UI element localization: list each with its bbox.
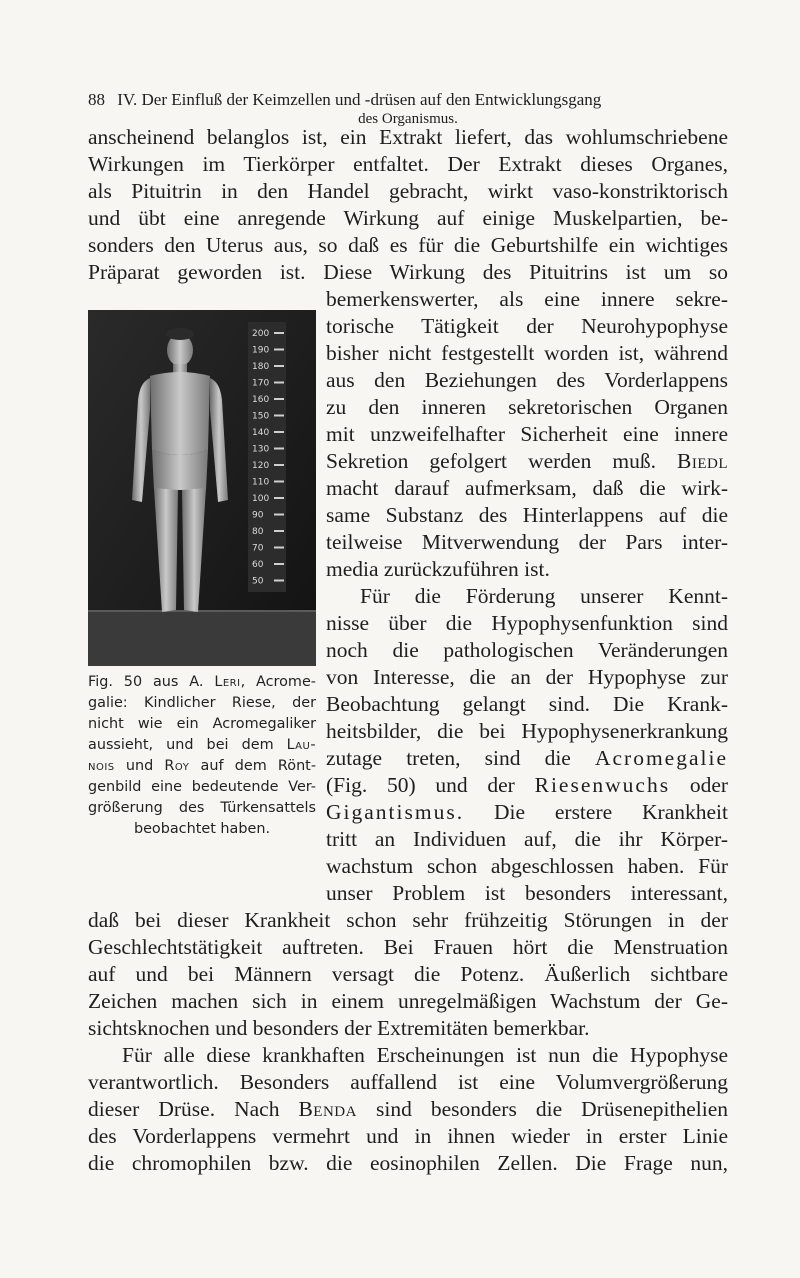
figure-acromegalie-photo — [88, 310, 316, 666]
text-line: zutage treten, sind die Acromegalie — [326, 746, 728, 770]
scale-tick-label: 60 — [252, 560, 264, 570]
text-line: noch die pathologischen Veränderungen — [326, 638, 728, 662]
text-line: auf und bei Männern versagt die Potenz. Äußerlich sichtbare — [88, 962, 728, 986]
text-line: Wirkungen im Tierkörper entfaltet. Der Extrakt dieses Organes, — [88, 152, 728, 176]
term-acromegalie: Acromegalie — [594, 746, 728, 770]
scale-tick-mark — [274, 563, 284, 565]
text-line: heitsbilder, die bei Hypophysenerkrankung — [326, 719, 728, 743]
scale-tick-label: 180 — [252, 362, 270, 372]
text-line: media zurückzuführen ist. — [326, 557, 550, 581]
scale-tick-mark — [274, 448, 284, 450]
text-line: Präparat geworden ist. Diese Wirkung des Pituitrins ist um so — [88, 260, 728, 284]
running-header — [88, 90, 728, 110]
text-line: von Interesse, die an der Hypophyse zur — [326, 665, 728, 689]
caption-line: größerung des Türkensattels — [88, 800, 316, 816]
page-number: 88 — [88, 90, 105, 109]
caption-line: galie: Kindlicher Riese, der — [88, 695, 316, 711]
scale-tick-mark — [274, 398, 284, 400]
text-line: aus den Beziehungen des Vorderlappens — [326, 368, 728, 392]
text-line: als Pituitrin in den Handel gebracht, wirkt vaso-konstriktorisch — [88, 179, 728, 203]
scale-tick-label: 190 — [252, 345, 270, 356]
text-line: verantwortlich. Besonders auffallend ist eine Volumvergrößerung — [88, 1070, 728, 1094]
text-line: bemerkenswerter, als eine innere sekre- — [326, 287, 728, 311]
text-line: des Vorderlappens vermehrt und in ihnen wieder in erster Linie — [88, 1124, 728, 1148]
scale-tick-label: 160 — [252, 395, 270, 405]
scale-tick-mark — [274, 497, 284, 499]
scale-tick-mark — [274, 415, 284, 417]
running-title: IV. Der Einfluß der Keimzellen und -drüsen auf den Entwicklungsgang — [117, 90, 602, 109]
text-line: Geschlechtstätigkeit auftreten. Bei Frauen hört die Menstruation — [88, 935, 728, 959]
text-line: und übt eine anregende Wirkung auf einige Muskelpartien, be- — [88, 206, 728, 230]
text-line: teilweise Mitverwendung der Pars inter- — [326, 530, 728, 554]
scale-tick-label: 170 — [252, 378, 270, 389]
text-line: unser Problem ist besonders interessant, — [326, 881, 728, 905]
scale-tick-label: 200 — [252, 329, 270, 339]
running-subtitle: des Organismus. — [358, 111, 458, 127]
text-line: Für die Förderung unserer Kennt- — [360, 584, 728, 608]
text-line: sichtsknochen und besonders der Extremitäten bemerkbar. — [88, 1016, 590, 1040]
text-line: nisse über die Hypophysenfunktion sind — [326, 611, 728, 635]
caption-line: Fig. 50 aus A. Leri, Acrome- — [88, 674, 316, 690]
text-line: anscheinend belanglos ist, ein Extrakt liefert, das wohlumschriebene — [88, 125, 728, 149]
scale-tick-mark — [274, 464, 284, 466]
caption-line: genbild eine bedeutende Ver- — [88, 779, 316, 795]
figure-caption — [88, 672, 316, 840]
scale-tick-mark — [274, 332, 284, 334]
text-line: torische Tätigkeit der Neurohypophyse — [326, 314, 728, 338]
text-line: Zeichen machen sich in einem unregelmäßigen Wachstum der Ge- — [88, 989, 728, 1013]
scale-tick-label: 90 — [252, 510, 264, 521]
term-gigantismus: Gigantismus. — [326, 800, 465, 824]
scale-tick-mark — [274, 481, 284, 483]
scale-tick-label: 80 — [252, 527, 264, 537]
caption-line: aussieht, und bei dem Lau- — [88, 737, 317, 753]
text-line: Für alle diese krankhaften Erscheinungen ist nun die Hypophyse — [122, 1043, 728, 1067]
scale-tick-label: 100 — [252, 494, 270, 504]
text-line: dieser Drüse. Nach Benda sind besonders die Drüsenepithelien — [88, 1097, 728, 1121]
scale-tick-mark — [274, 530, 284, 532]
text-line: daß bei dieser Krankheit schon sehr frühzeitig Störungen in der — [88, 908, 728, 932]
text-line: die chromophilen bzw. die eosinophilen Zellen. Die Frage nun, — [88, 1151, 728, 1175]
scale-tick-label: 110 — [252, 477, 270, 488]
text-line: (Fig. 50) und der Riesenwuchs oder — [326, 773, 729, 797]
scale-tick-mark — [274, 349, 284, 351]
text-line: Gigantismus. Die erstere Krankheit — [326, 800, 728, 824]
scale-tick-label: 50 — [252, 576, 264, 587]
term-riesenwuchs: Riesenwuchs — [534, 773, 671, 797]
scale-tick-label: 120 — [252, 461, 270, 471]
giant-photograph — [88, 310, 316, 666]
caption-line: nicht wie ein Acromegaliker — [88, 716, 316, 732]
scale-tick-label: 130 — [252, 444, 270, 455]
text-line: sonders den Uterus aus, so daß es für die Geburtshilfe ein wichtiges — [88, 233, 728, 257]
text-line: wachstum schon abgeschlossen haben. Für — [326, 854, 728, 878]
author-name: Biedl — [677, 449, 728, 473]
scale-tick-mark — [274, 580, 284, 582]
text-line: mit unzweifelhafter Sicherheit eine innere — [326, 422, 728, 446]
caption-line: beobachtet haben. — [133, 821, 271, 837]
text-line: same Substanz des Hinterlappens auf die — [326, 503, 728, 527]
caption-line: nois und Roy auf dem Rönt- — [88, 758, 317, 774]
scale-tick-mark — [274, 547, 284, 549]
scale-tick-mark — [274, 382, 284, 384]
author-name: Benda — [298, 1097, 357, 1121]
scale-tick-label: 140 — [252, 428, 270, 438]
text-line: tritt an Individuen auf, die ihr Körper- — [326, 827, 728, 851]
text-line: zu den inneren sekretorischen Organen — [326, 395, 728, 419]
text-line: Sekretion gefolgert werden muß. Biedl — [326, 449, 728, 473]
scale-tick-mark — [274, 431, 284, 433]
text-line: macht darauf aufmerksam, daß die wirk- — [326, 476, 728, 500]
scale-tick-mark — [274, 514, 284, 516]
text-line: bisher nicht festgestellt worden ist, während — [326, 341, 728, 365]
scale-tick-label: 70 — [252, 543, 264, 554]
scale-tick-label: 150 — [252, 411, 270, 422]
text-line: Beobachtung gelangt sind. Die Krank- — [326, 692, 728, 716]
scale-tick-mark — [274, 365, 284, 367]
